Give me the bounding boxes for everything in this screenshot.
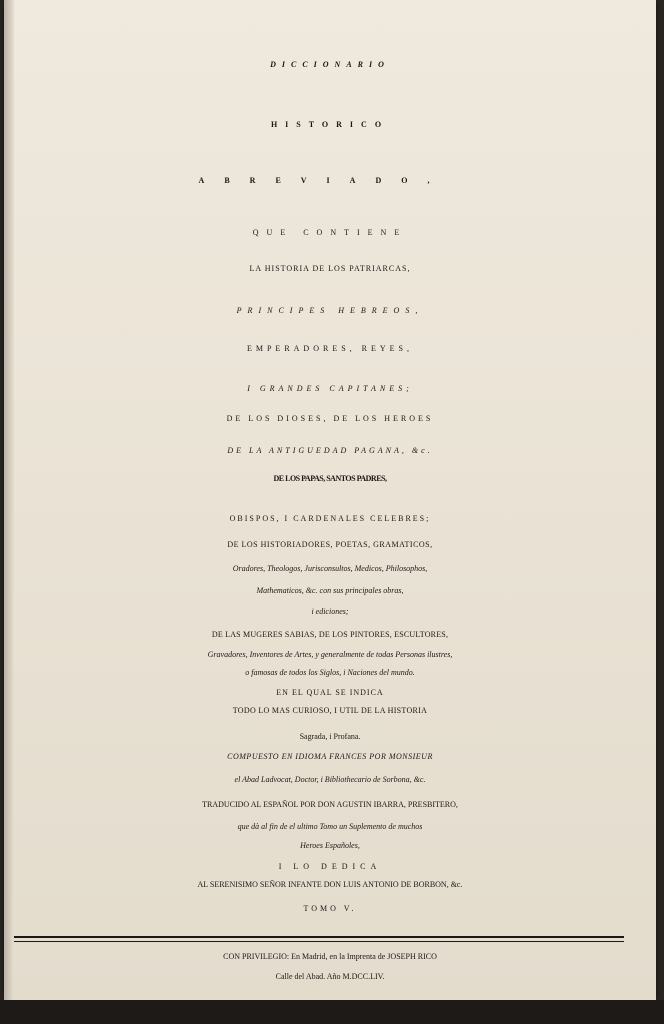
subtitle-oradores: Oradores, Theologos, Jurisconsultos, Medicos, Philosophos, bbox=[232, 564, 428, 573]
background-table bbox=[0, 1000, 664, 1024]
subtitle-famosas: o famosas de todos los Siglos, i Naciones del mundo. bbox=[245, 668, 415, 677]
title-line-1: DICCIONARIO bbox=[270, 60, 390, 69]
translator-line-2: que dà al fin de el ultimo Tomo un Suplemento de muchos bbox=[237, 822, 423, 831]
title-line-2: HISTORICO bbox=[270, 120, 390, 129]
title-page bbox=[4, 0, 656, 1000]
author-line-1: COMPUESTO EN IDIOMA FRANCES POR MONSIEUR bbox=[227, 752, 433, 761]
subtitle-papas: DE LOS PAPAS, SANTOS PADRES, bbox=[273, 474, 387, 483]
subtitle-principes: PRINCIPES HEBREOS, bbox=[236, 306, 424, 315]
imprint-rule-top bbox=[14, 936, 624, 938]
subtitle-que-contiene: QUE CONTIENE bbox=[252, 228, 408, 237]
subtitle-historiadores: DE LOS HISTORIADORES, POETAS, GRAMATICOS, bbox=[227, 540, 433, 549]
imprint-line-2: Calle del Abad. Año M.DCC.LIV. bbox=[275, 972, 385, 981]
subtitle-patriarcas: LA HISTORIA DE LOS PATRIARCAS, bbox=[249, 264, 411, 273]
dedication-line-2: AL SERENISIMO SEÑOR INFANTE DON LUIS ANTONIO DE BORBON, &c. bbox=[197, 880, 463, 889]
imprint-rule-thin bbox=[14, 941, 624, 942]
subtitle-capitanes: I GRANDES CAPITANES; bbox=[247, 384, 413, 393]
author-line-2: el Abad Ladvocat, Doctor, i Bibliothecario de Sorbona, &c. bbox=[234, 775, 426, 784]
subtitle-antiguedad: DE LA ANTIGUEDAD PAGANA, &c. bbox=[227, 446, 433, 455]
dedication-line-1: I LO DEDICA bbox=[278, 862, 382, 871]
subtitle-dioses: DE LOS DIOSES, DE LOS HEROES bbox=[226, 414, 434, 423]
subtitle-obispos: OBISPOS, I CARDENALES CELEBRES; bbox=[229, 514, 431, 523]
indica-line-2: TODO LO MAS CURIOSO, I UTIL DE LA HISTORIA bbox=[232, 706, 428, 715]
subtitle-mathematicos: Mathematicos, &c. con sus principales obras, bbox=[256, 586, 404, 595]
book-spine-shadow bbox=[4, 0, 14, 1000]
subtitle-emperadores: EMPERADORES, REYES, bbox=[246, 344, 413, 353]
translator-line-3: Heroes Españoles, bbox=[300, 841, 360, 850]
translator-line-1: TRADUCIDO AL ESPAÑOL POR DON AGUSTIN IBARRA, PRESBITERO, bbox=[202, 800, 458, 809]
indica-line-3: Sagrada, i Profana. bbox=[299, 732, 361, 741]
title-line-3: ABREVIADO, bbox=[198, 176, 450, 185]
subtitle-ediciones: i ediciones; bbox=[311, 607, 349, 616]
indica-line-1: EN EL QUAL SE INDICA bbox=[276, 688, 384, 697]
imprint-line-1: CON PRIVILEGIO: En Madrid, en la Imprenta de JOSEPH RICO bbox=[223, 952, 437, 961]
subtitle-gravadores: Gravadores, Inventores de Artes, y generalmente de todas Personas ilustres, bbox=[207, 650, 453, 659]
subtitle-mugeres: DE LAS MUGERES SABIAS, DE LOS PINTORES, ESCULTORES, bbox=[211, 630, 449, 639]
volume-number: TOMO V. bbox=[303, 904, 357, 913]
